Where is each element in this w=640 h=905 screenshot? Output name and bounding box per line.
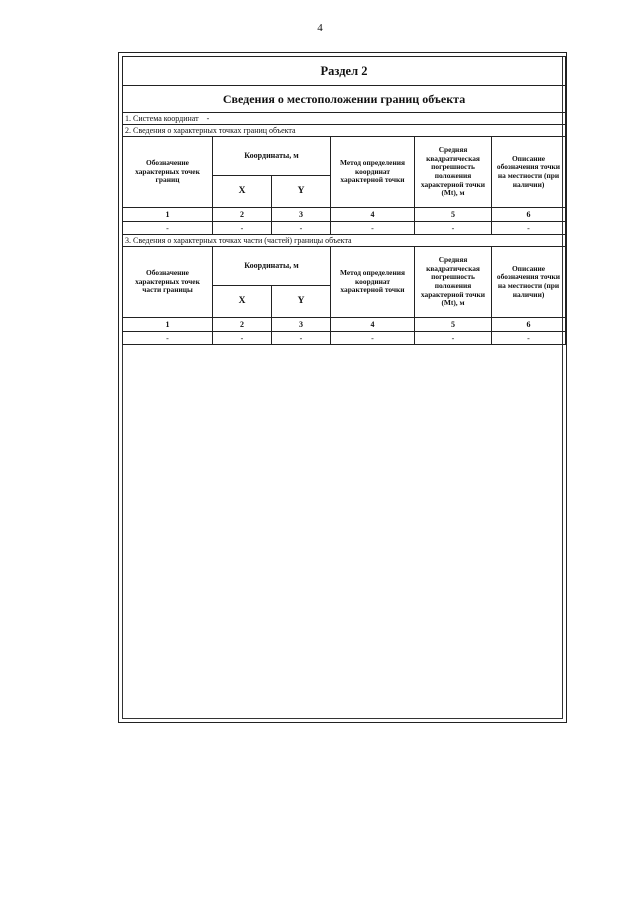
- table3-cell-2: -: [213, 332, 272, 345]
- section-title: Раздел 2: [123, 57, 566, 86]
- table2-cell-3: -: [272, 222, 331, 235]
- table3-cell-4: -: [331, 332, 415, 345]
- table2-num-2: 2: [213, 208, 272, 222]
- table2-header-row-1: [123, 137, 566, 176]
- page-number: 4: [317, 22, 323, 34]
- table2-cell-6: -: [492, 222, 566, 235]
- table3-col-method: Метод определения координат характерной точки: [331, 247, 415, 318]
- table3-numbers-row: [123, 318, 566, 332]
- table2-cell-1: -: [123, 222, 213, 235]
- table2-num-5: 5: [415, 208, 492, 222]
- table2-cell-4: -: [331, 222, 415, 235]
- table2-col-method: Метод определения координат характерной точки: [331, 137, 415, 208]
- table3-num-1: 1: [123, 318, 213, 332]
- table-row: [123, 222, 566, 235]
- document-frame: [118, 52, 567, 723]
- table3-num-5: 5: [415, 318, 492, 332]
- table2-col-y: Y: [272, 175, 331, 207]
- table3-col-desc: Описание обозначения точки на местности (при наличии): [492, 247, 566, 318]
- table2-col-x: X: [213, 175, 272, 207]
- table2-cell-5: -: [415, 222, 492, 235]
- boundary-sheet-table: [122, 56, 566, 345]
- table2-num-3: 3: [272, 208, 331, 222]
- table3-col-error: Средняя квадратическая погрешность положения характерной точки (Mt), м: [415, 247, 492, 318]
- table3-cell-3: -: [272, 332, 331, 345]
- table2-col-coords: Координаты, м: [213, 137, 331, 176]
- table2-num-4: 4: [331, 208, 415, 222]
- table2-col-desc: Описание обозначения точки на местности (при наличии): [492, 137, 566, 208]
- table2-num-6: 6: [492, 208, 566, 222]
- table3-cell-1: -: [123, 332, 213, 345]
- table2-col-point: Обозначение характерных точек границ: [123, 137, 213, 208]
- table3-cell-5: -: [415, 332, 492, 345]
- table2-caption: 2. Сведения о характерных точках границ объекта: [123, 125, 566, 137]
- coordinate-system-label: 1. Система координат: [125, 114, 199, 123]
- table3-header-row-1: [123, 247, 566, 286]
- table3-num-6: 6: [492, 318, 566, 332]
- table3-num-2: 2: [213, 318, 272, 332]
- table3-num-4: 4: [331, 318, 415, 332]
- table3-col-coords: Координаты, м: [213, 247, 331, 286]
- table3-col-y: Y: [272, 285, 331, 317]
- section-title-row: [123, 57, 566, 86]
- table3-caption: 3. Сведения о характерных точках части (частей) границы объекта: [123, 235, 566, 247]
- table3-col-x: X: [213, 285, 272, 317]
- table-row: [123, 332, 566, 345]
- table2-numbers-row: [123, 208, 566, 222]
- coordinate-system-row: [123, 113, 566, 125]
- table2-caption-row: [123, 125, 566, 137]
- table2-col-error: Средняя квадратическая погрешность положения характерной точки (Mt), м: [415, 137, 492, 208]
- table3-col-point: Обозначение характерных точек части границы: [123, 247, 213, 318]
- section-heading-row: [123, 86, 566, 113]
- table3-num-3: 3: [272, 318, 331, 332]
- section-heading: Сведения о местоположении границ объекта: [123, 86, 566, 113]
- table2-cell-2: -: [213, 222, 272, 235]
- table3-cell-6: -: [492, 332, 566, 345]
- coordinate-system-value: -: [206, 114, 210, 123]
- table2-num-1: 1: [123, 208, 213, 222]
- coordinate-system-cell: [123, 113, 566, 125]
- table3-caption-row: [123, 235, 566, 247]
